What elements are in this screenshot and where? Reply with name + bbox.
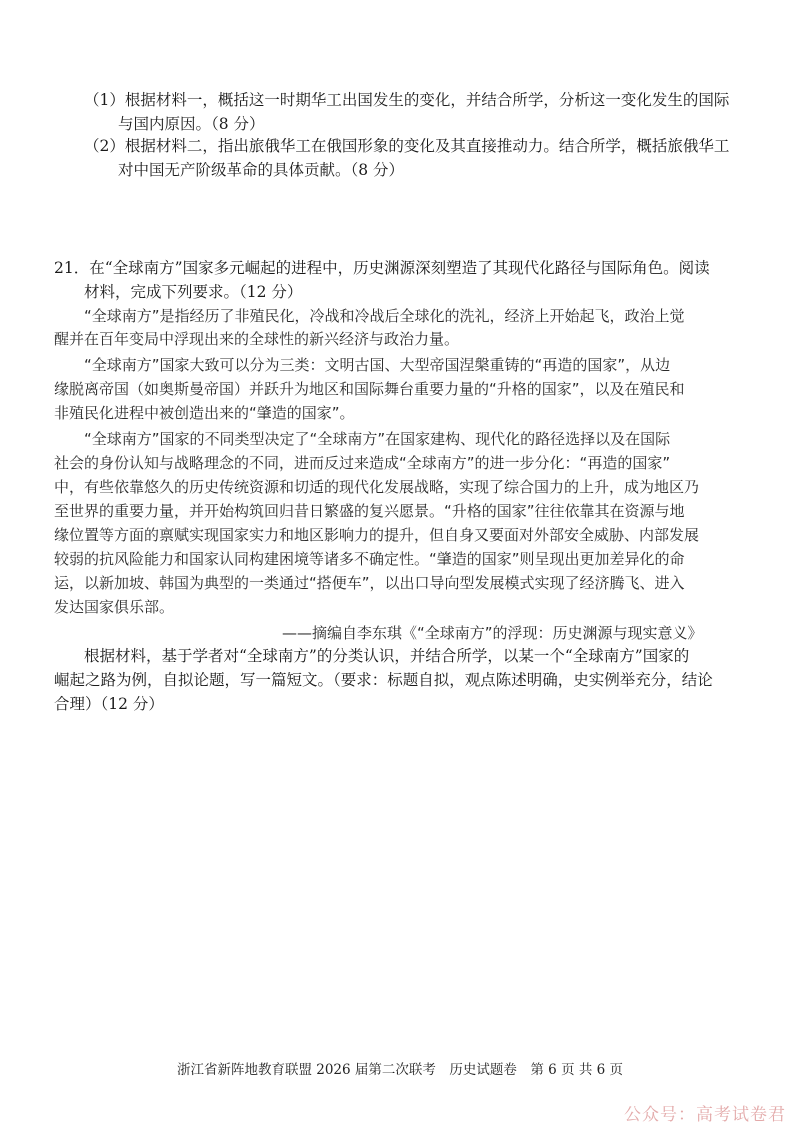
material-line: 至世界的重要力量，并开始构筑回归昔日繁盛的复兴愿景。“升格的国家”往往依靠其在资源与地 <box>54 502 685 520</box>
q21-intro-line1: 21．在“全球南方”国家多元崛起的进程中，历史渊源深刻塑造了其现代化路径与国际角色。阅读 <box>54 259 710 277</box>
material-line: 较弱的抗风险能力和国家认同构建困境等诸多不确定性。“肇造的国家”则呈现出更加差异化的命 <box>54 550 685 568</box>
material-line: 发达国家俱乐部。 <box>54 598 175 616</box>
material-line: “全球南方”国家大致可以分为三类：文明古国、大型帝国涅槃重铸的“再造的国家”，从边 <box>84 356 671 374</box>
material-line: 中，有些依靠悠久的历史传统资源和切适的现代化发展战略，实现了综合国力的上升，成为地区乃 <box>54 478 700 496</box>
q21-task-line2: 崛起之路为例，自拟论题，写一篇短文。（要求：标题自拟，观点陈述明确，史实例举充分，结论 <box>54 671 713 689</box>
material-line: “全球南方”国家的不同类型决定了“全球南方”在国家建构、现代化的路径选择以及在国际 <box>84 430 671 448</box>
q20-sub2-line1: （2）根据材料二，指出旅俄华工在俄国形象的变化及其直接推动力。结合所学，概括旅俄华工 <box>84 137 730 155</box>
q20-sub1-line1: （1）根据材料一，概括这一时期华工出国发生的变化，并结合所学，分析这一变化发生的国际 <box>84 91 730 109</box>
q20-sub2-line2: 对中国无产阶级革命的具体贡献。（8 分） <box>118 161 405 179</box>
material-line: 非殖民化进程中被创造出来的“肇造的国家”。 <box>54 404 355 422</box>
q20-sub1-line2: 与国内原因。（8 分） <box>118 115 265 133</box>
q21-intro-line2: 材料，完成下列要求。（12 分） <box>84 283 303 301</box>
q21-task-line3: 合理）（12 分） <box>54 695 164 713</box>
material-line: 运，以新加坡、韩国为典型的一类通过“搭便车”，以出口导向型发展模式实现了经济腾飞、进入 <box>54 574 685 592</box>
watermark-text: 公众号：高考试卷君 <box>624 1105 786 1125</box>
page-footer: 浙江省新阵地教育联盟 2026 届第二次联考 历史试题卷 第 6 页 共 6 页 <box>176 1062 624 1078</box>
material-line: 缘脱离帝国（如奥斯曼帝国）并跃升为地区和国际舞台重要力量的“升格的国家”，以及在殖民和 <box>54 380 685 398</box>
q21-task-line1: 根据材料，基于学者对“全球南方”的分类认识，并结合所学，以某一个“全球南方”国家的 <box>84 647 690 665</box>
material-line: 醒并在百年变局中浮现出来的全球性的新兴经济与政治力量。 <box>54 330 460 348</box>
material-line: 缘位置等方面的禀赋实现国家实力和地区影响力的提升，但自身又要面对外部安全威胁、内部发展 <box>54 526 700 544</box>
material-line: “全球南方”是指经历了非殖民化，冷战和冷战后全球化的洗礼，经济上开始起飞，政治上觉 <box>84 307 685 325</box>
material-source: ——摘编自李东琪《“全球南方”的浮现：历史渊源与现实意义》 <box>282 624 703 642</box>
material-line: 社会的身份认知与战略理念的不同，进而反过来造成“全球南方”的进一步分化：“再造的国家” <box>54 454 671 472</box>
